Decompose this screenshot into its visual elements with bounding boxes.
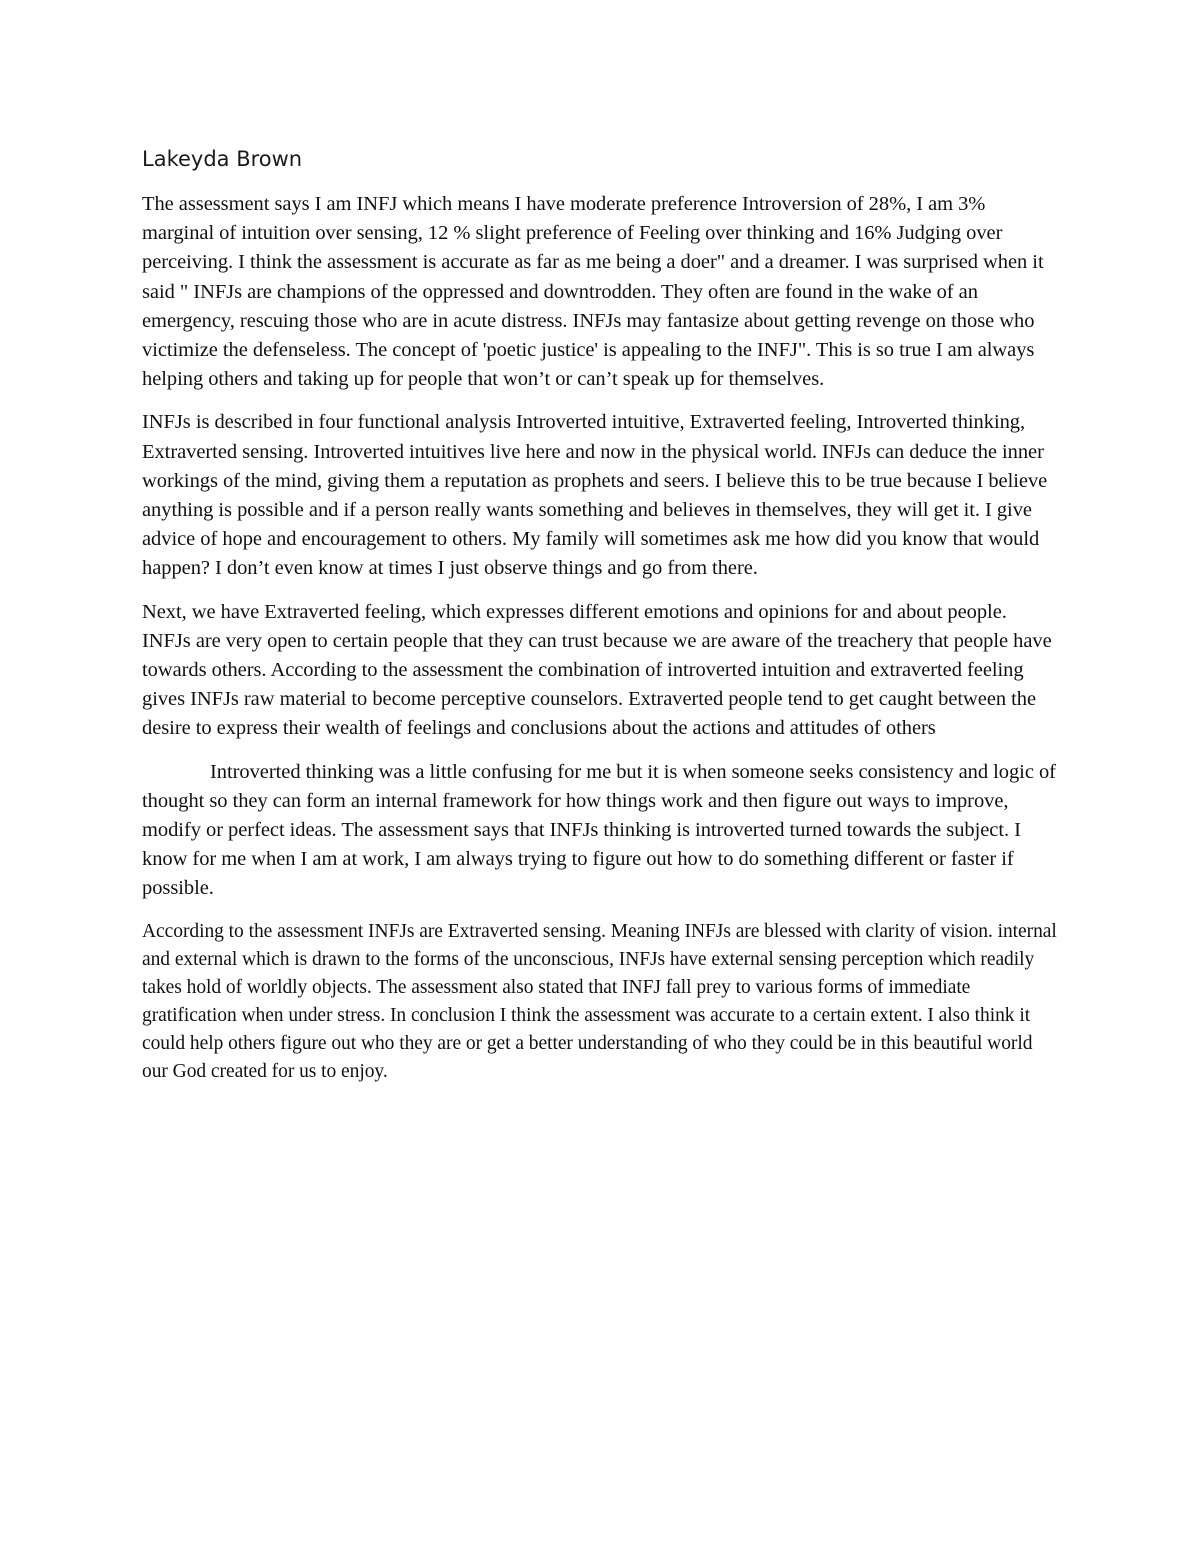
paragraph-functional-analysis: INFJs is described in four functional analysis Introverted intuitive, Extraverted feeling, Introverted thinking, Extraverted sensing. Introverted intuitives live here and now in the physical world. INFJs can deduce the inner workings of the mind, giving them a reputation as prophets and seers. I believe this to be true because I believe anything is possible and if a person really wants something and believes in themselves, they will get it. I give advice of hope and encouragement to others. My family will sometimes ask me how did you know that would happen? I don’t even know at times I just observe things and go from there. (142, 411, 1048, 580)
paragraph-introverted-thinking: Introverted thinking was a little confusing for me but it is when someone seeks consistency and logic of thought so they can form an internal framework for how things work and then figure out ways to improve, modify or perfect ideas. The assessment says that INFJs thinking is introverted turned towards the subject. I know for me when I am at work, I am always trying to figure out how to do something different or faster if possible. (142, 760, 1056, 900)
author-name: Lakeyda Brown (142, 147, 303, 171)
paragraph-conclusion: According to the assessment INFJs are Extraverted sensing. Meaning INFJs are blessed with clarity of vision. internal and external which is drawn to the forms of the unconscious, INFJs have external sensing perception which readily takes hold of worldly objects. The assessment also stated that INFJ fall prey to various forms of immediate gratification when under stress. In conclusion I think the assessment was accurate to a certain extent. I also think it could help others figure out who they are or get a better understanding of who they could be in this beautiful world our God created for us to enjoy. (142, 920, 1057, 1082)
paragraph-extraverted-feeling: Next, we have Extraverted feeling, which expresses different emotions and opinions for and about people. INFJs are very open to certain people that they can trust because we are aware of the treachery that people have towards others. According to the assessment the combination of introverted intuition and extraverted feeling gives INFJs raw material to become perceptive counselors. Extraverted people tend to get caught between the desire to express their wealth of feelings and conclusions about the actions and attitudes of others (142, 600, 1052, 740)
paragraph-assessment-summary: The assessment says I am INFJ which means I have moderate preference Introversion of 28%, I am 3% marginal of intuition over sensing, 12 % slight preference of Feeling over thinking and 16% Judging over perceiving. I think the assessment is accurate as far as me being a doer" and a dreamer. I was surprised when it said " INFJs are champions of the oppressed and downtrodden. They often are found in the wake of an emergency, rescuing those who are in acute distress. INFJs may fantasize about getting revenge on those who victimize the defenseless. The concept of 'poetic justice' is appealing to the INFJ". This is so true I am always helping others and taking up for people that won’t or can’t speak up for themselves. (142, 193, 1044, 391)
document-body (142, 142, 1058, 1100)
